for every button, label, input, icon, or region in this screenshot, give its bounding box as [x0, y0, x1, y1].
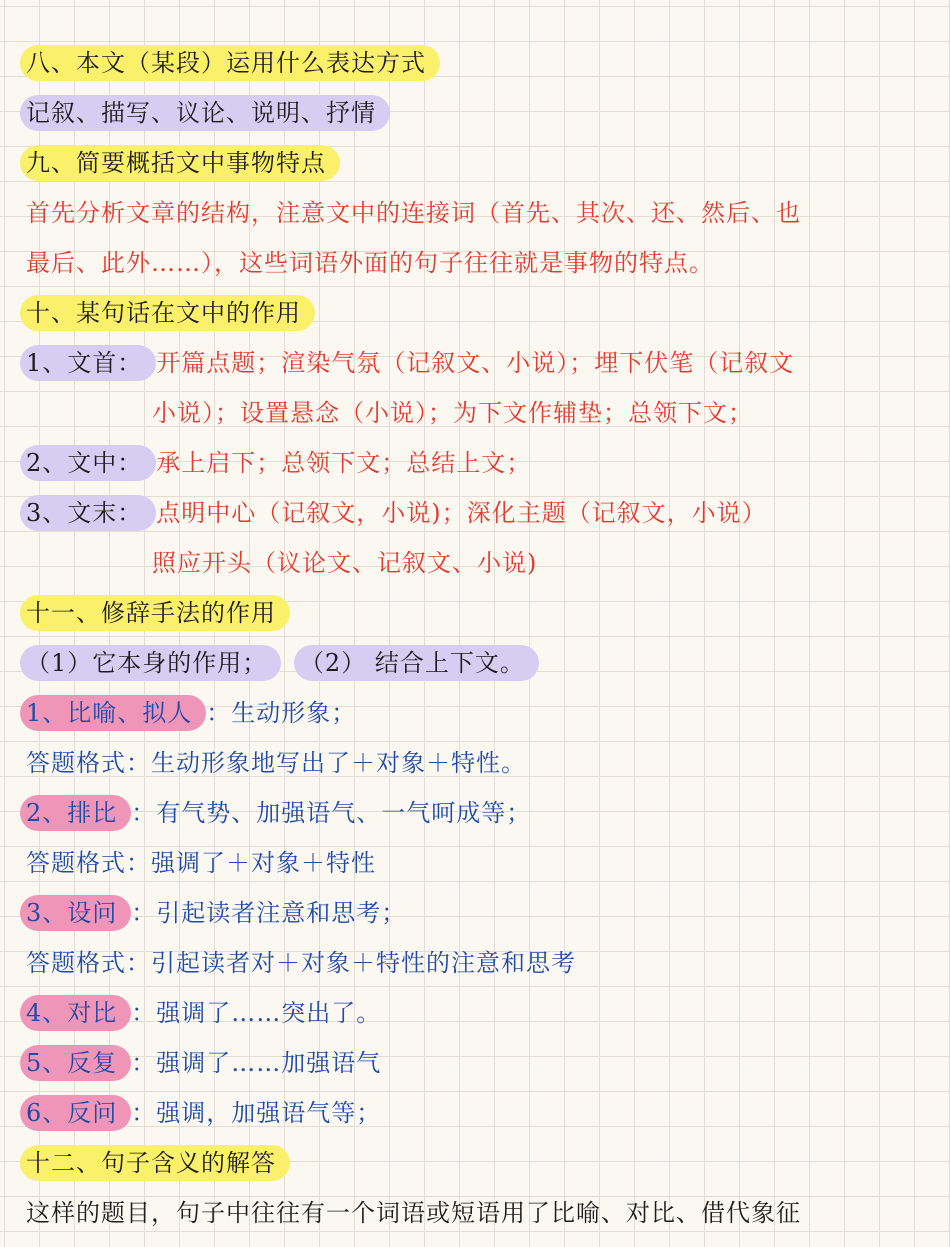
section-9-line-2: 最后、此外……），这些词语外面的句子往往就是事物的特点。	[26, 249, 714, 277]
section-11-title: 十一、修辞手法的作用	[20, 595, 290, 631]
section-12-text: 这样的题目，句子中往往有一个词语或短语用了比喻、对比、借代象征	[26, 1199, 801, 1227]
rhetoric-item-2-label: 2、排比	[20, 795, 131, 831]
section-10-heading	[26, 293, 942, 333]
section-12-title: 十二、句子含义的解答	[20, 1145, 290, 1181]
rhetoric-item-3-label: 3、设问	[20, 895, 131, 931]
rhetoric-item-6-text: ：强调，加强语气等；	[131, 1099, 382, 1127]
section-8-title: 八、本文（某段）运用什么表达方式	[20, 45, 440, 81]
rhetoric-item-4	[26, 993, 942, 1033]
rhetoric-item-5-text: ：强调了……加强语气	[131, 1049, 382, 1077]
section-10-item-3	[26, 493, 942, 533]
section-8-heading	[26, 43, 942, 83]
section-8-answer	[26, 93, 942, 133]
section-8-answer-text: 记叙、描写、议论、说明、抒情	[20, 95, 390, 131]
rhetoric-item-1	[26, 693, 942, 733]
section-10-item-1-label: 1、文首：	[20, 345, 156, 381]
section-10-item-1-text: 开篇点题；渲染气氛（记叙文、小说）；埋下伏笔（记叙文	[156, 349, 795, 377]
rhetoric-item-2-text: ：有气势、加强语气、一气呵成等；	[131, 799, 532, 827]
section-10-item-3-label: 3、文末：	[20, 495, 156, 531]
section-11-tag-2: （2） 结合上下文。	[294, 645, 539, 681]
rhetoric-item-1-format: 答题格式：生动形象地写出了＋对象＋特性。	[26, 749, 526, 777]
section-10-item-3-cont: 照应开头（议论文、记叙文、小说)	[152, 549, 538, 577]
section-11-heading	[26, 593, 942, 633]
rhetoric-item-4-label: 4、对比	[20, 995, 131, 1031]
section-10-item-1-cont: 小说）；设置悬念（小说）；为下文作辅垫；总领下文；	[152, 399, 753, 427]
rhetoric-item-4-text: ：强调了……突出了。	[131, 999, 382, 1027]
section-9-heading	[26, 143, 942, 183]
rhetoric-item-3	[26, 893, 942, 933]
rhetoric-item-2-format: 答题格式：强调了＋对象＋特性	[26, 849, 376, 877]
section-10-item-3-text: 点明中心（记叙文，小说)；深化主题（记叙文，小说）	[156, 499, 767, 527]
section-11-tags	[26, 643, 942, 683]
section-10-title: 十、某句话在文中的作用	[20, 295, 315, 331]
section-12-heading	[26, 1143, 942, 1183]
rhetoric-item-2	[26, 793, 942, 833]
rhetoric-item-6	[26, 1093, 942, 1133]
rhetoric-item-1-label: 1、比喻、拟人	[20, 695, 206, 731]
section-10-item-1	[26, 343, 942, 383]
section-10-item-2	[26, 443, 942, 483]
rhetoric-item-6-label: 6、反问	[20, 1095, 131, 1131]
section-10-item-2-text: 承上启下；总领下文；总结上文；	[156, 449, 532, 477]
rhetoric-item-3-format: 答题格式：引起读者对＋对象＋特性的注意和思考	[26, 949, 576, 977]
rhetoric-item-5	[26, 1043, 942, 1083]
section-9-line-1: 首先分析文章的结构，注意文中的连接词（首先、其次、还、然后、也	[26, 199, 801, 227]
section-10-item-2-label: 2、文中：	[20, 445, 156, 481]
rhetoric-item-1-text: ：生动形象；	[206, 699, 357, 727]
rhetoric-item-3-text: ：引起读者注意和思考；	[131, 899, 407, 927]
section-9-title: 九、简要概括文中事物特点	[20, 145, 340, 181]
section-11-tag-1: （1）它本身的作用；	[20, 645, 281, 681]
rhetoric-item-5-label: 5、反复	[20, 1045, 131, 1081]
